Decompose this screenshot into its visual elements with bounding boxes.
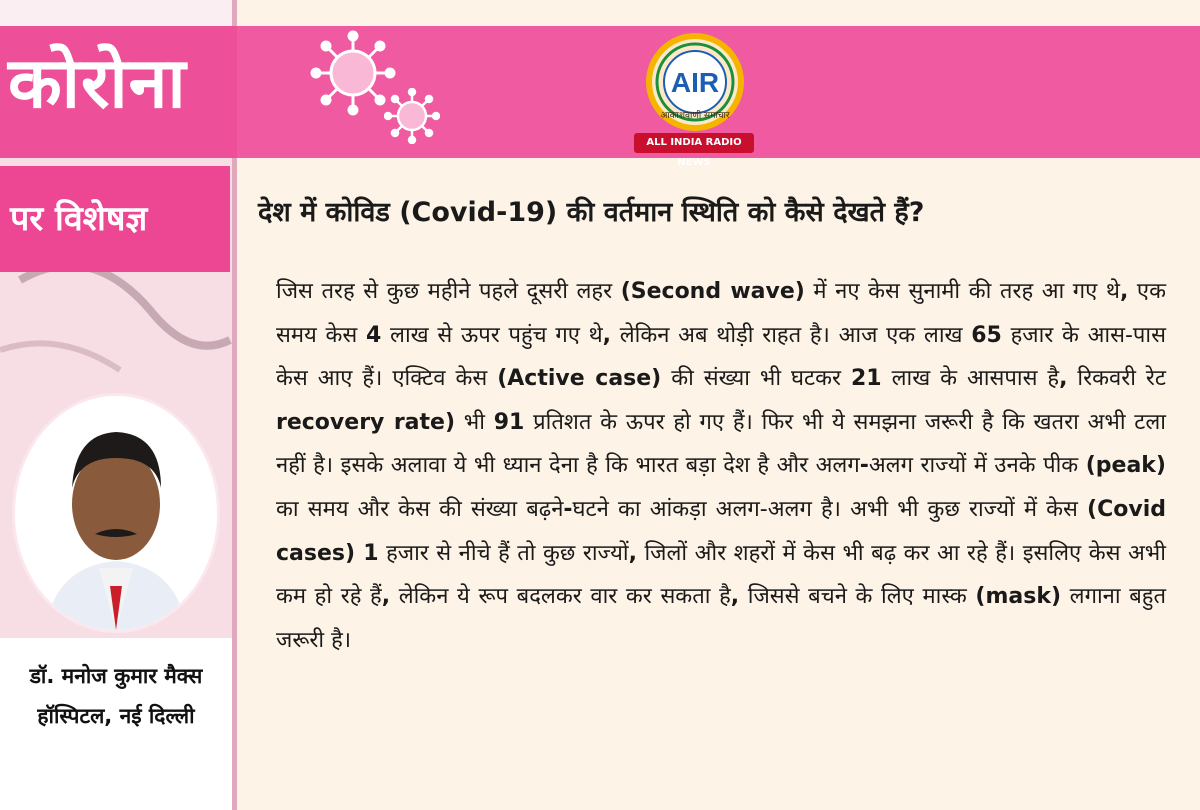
answer-run: घटने का आंकड़ा अलग-अलग है। अभी भी कुछ राज्यों में केस: [572, 496, 1088, 522]
answer-bold-run: -: [563, 496, 573, 522]
answer-bold-run: ,: [602, 322, 612, 348]
answer-bold-run: 65: [971, 322, 1002, 348]
answer-bold-run: (Second wave): [620, 279, 805, 304]
answer-bold-run: ,: [628, 540, 637, 566]
answer-bold-run: (Covid cases) 1: [276, 496, 1166, 566]
expert-name: डॉ. मनोज कुमार मैक्स: [29, 664, 203, 688]
answer-run: जिलों और शहरों में केस भी बढ़ कर आ रहे हैं। इसलिए केस अभी कम हो रहे हैं: [276, 540, 1166, 610]
answer-text: [276, 270, 1166, 662]
answer-bold-run: 91: [493, 409, 525, 435]
answer-bold-run: 21: [851, 366, 882, 392]
answer-bold-run: ,: [1059, 366, 1068, 392]
answer-run: भी: [455, 409, 494, 435]
top-strip: [237, 0, 1200, 26]
page-title: कोरोना: [8, 42, 187, 124]
caption-box: [0, 638, 232, 810]
answer-bold-run: ,: [1119, 279, 1129, 304]
logo-label: आकाशवाणी समाचार: [660, 111, 730, 121]
expert-affiliation: हॉस्पिटल, नई दिल्ली: [37, 704, 195, 728]
answer-run: लगाना बहुत जरूरी है।: [276, 584, 1166, 653]
stethoscope-graphic: [0, 250, 232, 410]
answer-run: प्रतिशत के ऊपर हो गए हैं। फिर भी ये समझना जरूरी है कि खतरा अभी टला नहीं है। इसके अलावा ये भी ध्यान देना है कि भारत बड़ा देश है और अलग: [276, 409, 1166, 479]
answer-bold-run: (mask): [975, 584, 1062, 610]
answer-bold-run: (peak): [1085, 453, 1166, 479]
answer-run: हजार के आस-पास केस आए हैं। एक्टिव केस: [276, 322, 1166, 392]
answer-run: में नए केस सुनामी की तरह आ गए थे: [804, 279, 1120, 304]
answer-run: लेकिन अब थोड़ी राहत है। आज एक लाख: [611, 322, 972, 348]
logo-badge: ALL INDIA RADIO NEWS: [634, 133, 754, 153]
answer-run: लाख के आसपास है: [881, 366, 1060, 392]
answer-bold-run: 4: [366, 322, 382, 348]
answer-run: हजार से नीचे हैं तो कुछ राज्यों: [378, 540, 629, 566]
expert-tag: [0, 166, 230, 272]
answer-run: जिससे बचने के लिए मास्क: [739, 584, 976, 610]
answer-run: अलग राज्यों में उनके पीक: [868, 453, 1086, 479]
answer-bold-run: (Active case): [497, 366, 662, 392]
answer-run: लाख से ऊपर पहुंच गए थे: [381, 322, 603, 348]
answer-bold-run: recovery rate): [276, 409, 456, 435]
answer-run: का समय और केस की संख्या बढ़ने: [276, 496, 564, 522]
question-heading: देश में कोविड (Covid-19) की वर्तमान स्थिति को कैसे देखते हैं?: [258, 197, 925, 228]
answer-run: की संख्या भी घटकर: [661, 366, 851, 392]
virus-icon-small: [384, 88, 440, 144]
answer-run: एक समय केस: [276, 279, 1166, 348]
answer-bold-run: -: [859, 453, 869, 479]
answer-bold-run: ,: [730, 584, 740, 610]
air-logo-mark: AIR: [670, 67, 720, 98]
answer-run: जिस तरह से कुछ महीने पहले दूसरी लहर: [276, 279, 621, 304]
person-portrait-icon: [15, 396, 217, 630]
answer-run: लेकिन ये रूप बदलकर वार कर सकता है: [390, 584, 731, 610]
expert-photo: [12, 393, 220, 633]
answer-run: रिकवरी रेट: [1067, 366, 1166, 392]
expert-tag-label: पर विशेषज्ञ: [10, 199, 148, 239]
answer-bold-run: ,: [381, 584, 391, 610]
